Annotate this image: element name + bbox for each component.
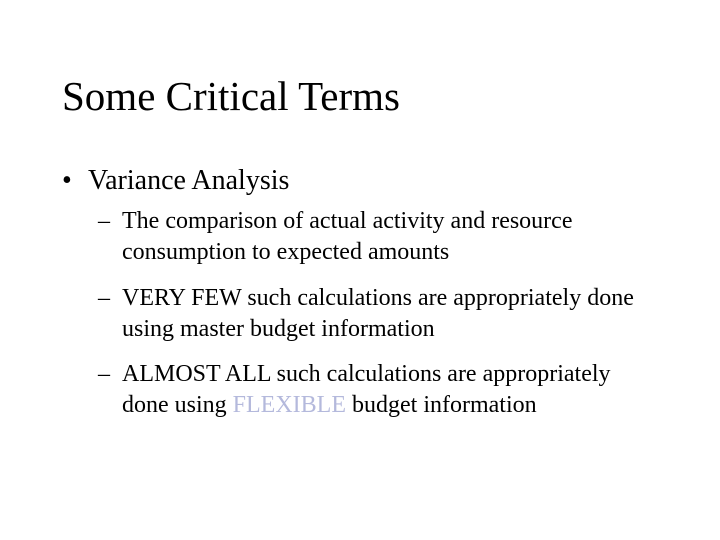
sub-bullet-text-after: budget information	[346, 392, 537, 418]
sub-bullet-marker: –	[98, 208, 110, 234]
sub-bullet-text: VERY FEW such calculations are appropriately done using master budget information	[122, 285, 634, 342]
sub-bullet-text	[122, 359, 662, 421]
sub-bullet-marker: –	[98, 285, 110, 311]
sub-bullet-item	[98, 283, 662, 345]
sub-bullet-item	[98, 359, 662, 421]
bullet-text: Variance Analysis	[88, 165, 290, 196]
slide-title: Some Critical Terms	[62, 73, 400, 119]
sub-bullet-item	[98, 206, 662, 268]
sub-bullet-text-before: ALMOST ALL such calculations are appropriately done using	[122, 361, 611, 418]
bullet-item	[62, 164, 289, 198]
bullet-marker: •	[62, 165, 72, 196]
sub-bullet-marker: –	[98, 361, 110, 387]
sub-bullet-text: The comparison of actual activity and resource consumption to expected amounts	[122, 208, 573, 265]
highlighted-term: FLEXIBLE	[232, 392, 346, 418]
